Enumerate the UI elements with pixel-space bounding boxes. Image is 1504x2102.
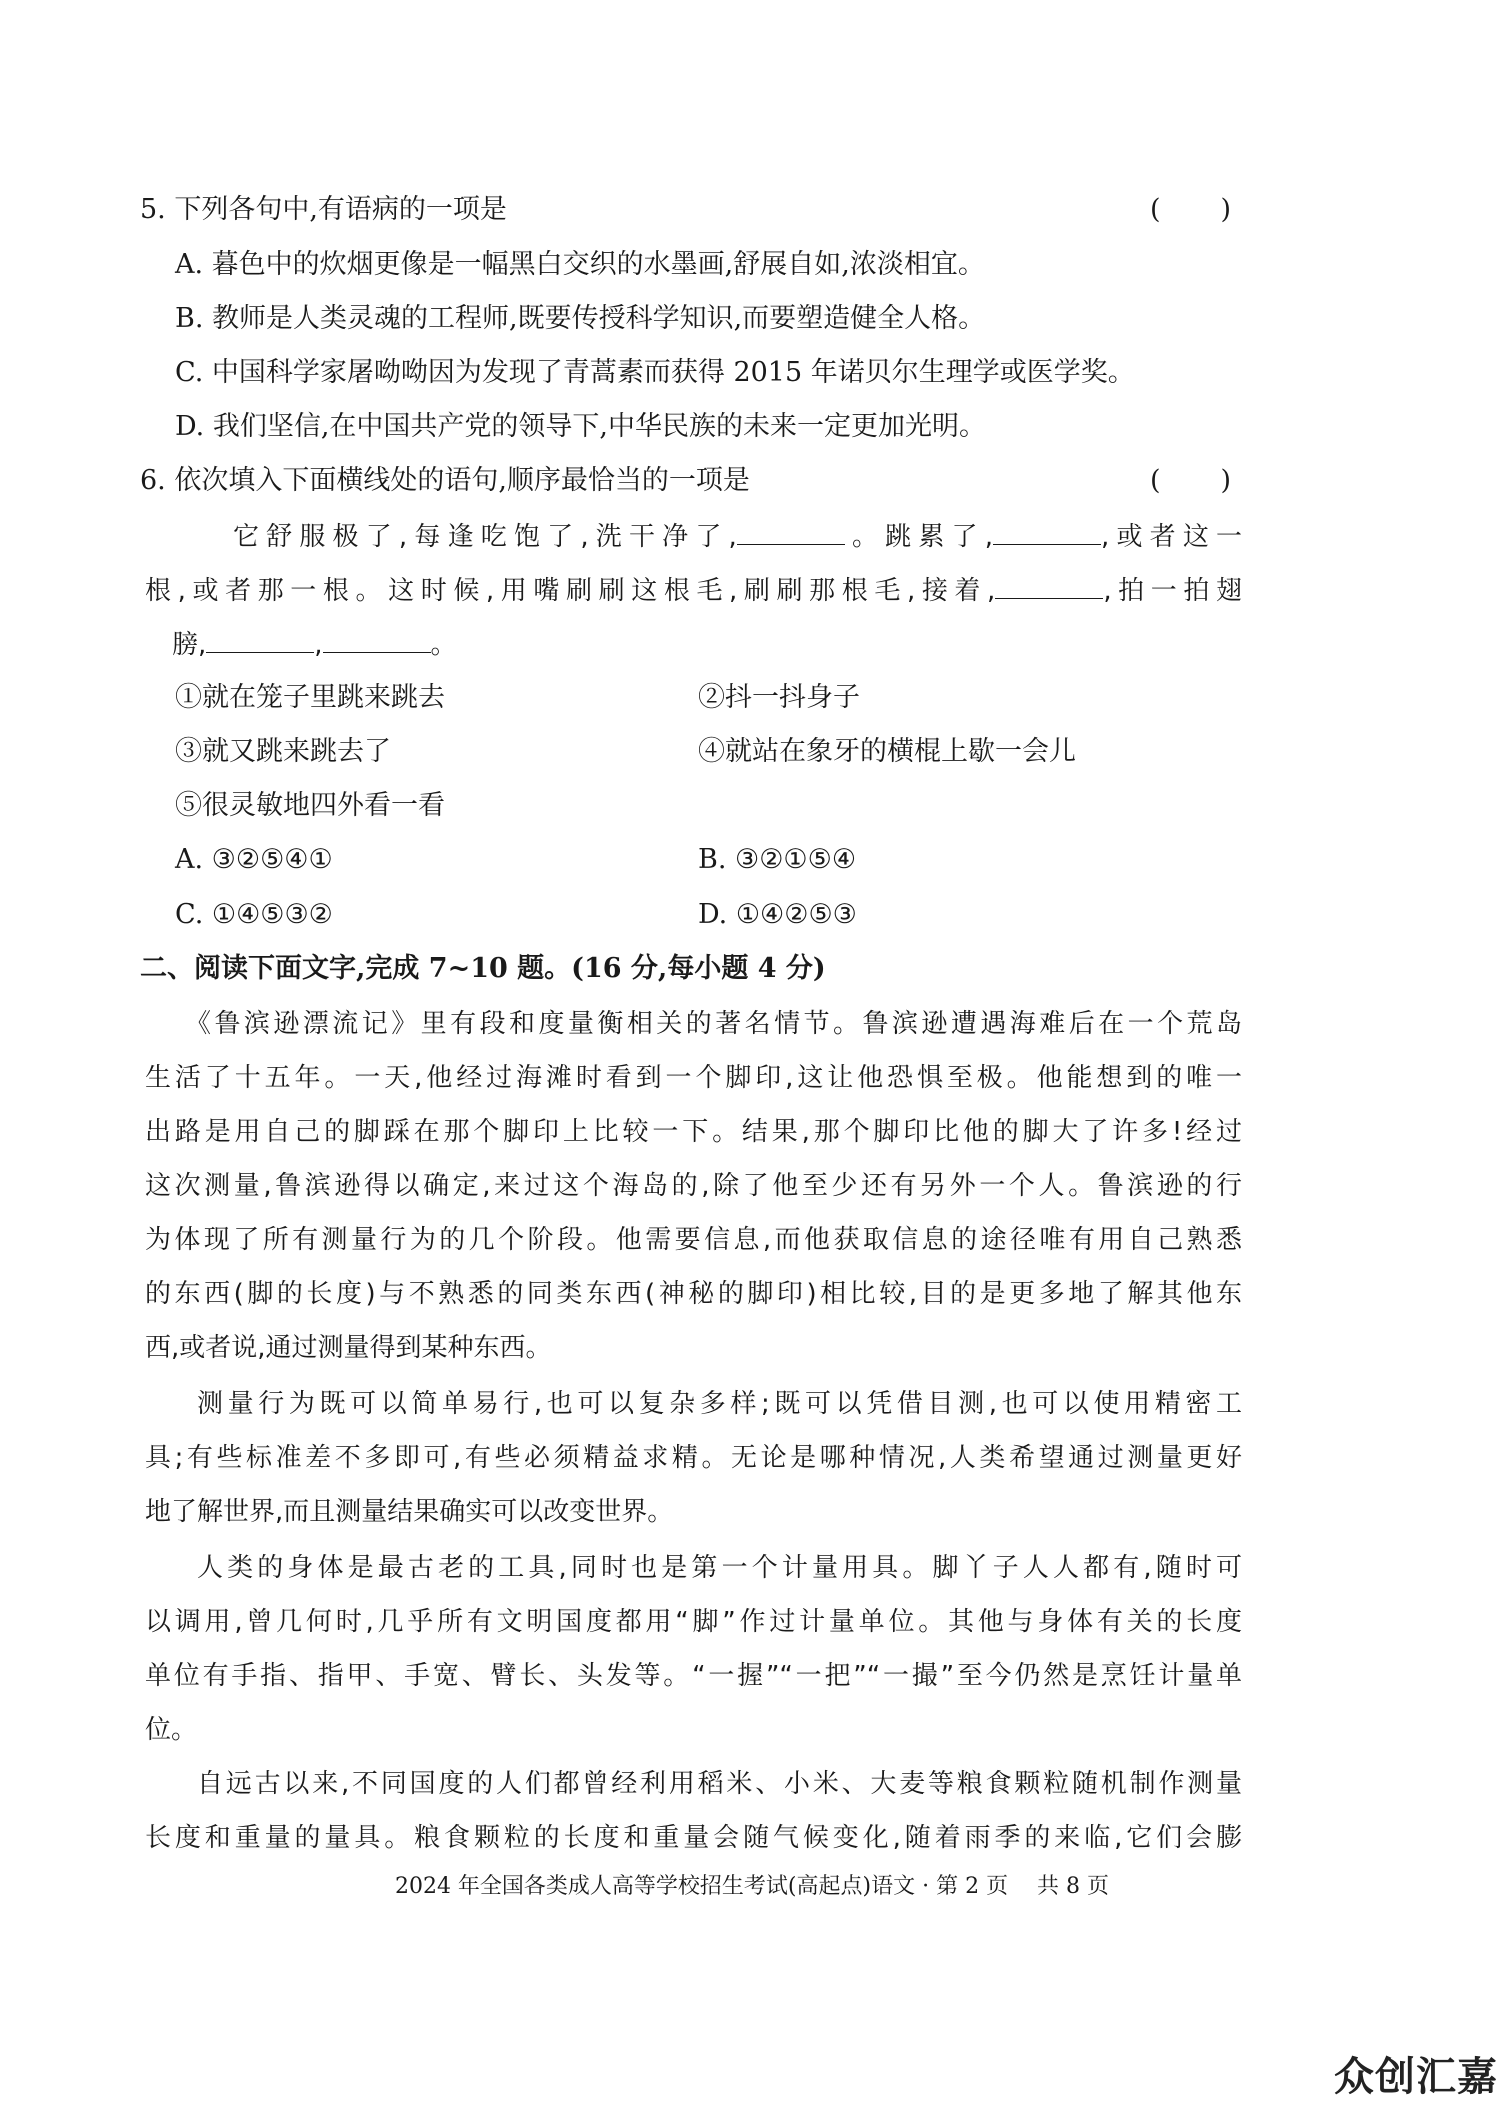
q6-choice-a: A. ③②⑤④①	[175, 844, 333, 875]
reading-line-16: 长度和重量的量具。粮食颗粒的长度和重量会随气候变化,随着雨季的来临,它们会膨	[145, 1823, 1242, 1853]
q6-stem: 6. 依次填入下面横线处的语句,顺序最恰当的一项是	[140, 465, 750, 496]
fill-blank-5[interactable]	[323, 630, 431, 653]
reading-line-7: 西,或者说,通过测量得到某种东西。	[145, 1333, 552, 1363]
passage-text: ,或者这一	[1101, 522, 1243, 552]
q5-option-b: B. 教师是人类灵魂的工程师,既要传授科学知识,而要塑造健全人格。	[175, 303, 986, 334]
reading-line-10: 地了解世界,而且测量结果确实可以改变世界。	[145, 1497, 674, 1527]
reading-line-6: 的东西(脚的长度)与不熟悉的同类东西(神秘的脚印)相比较,目的是更多地了解其他东	[145, 1279, 1242, 1309]
reading-line-9: 具;有些标准差不多即可,有些必须精益求精。无论是哪种情况,人类希望通过测量更好	[145, 1443, 1242, 1473]
passage-text: 。跳累了,	[844, 522, 993, 552]
q5-option-d: D. 我们坚信,在中国共产党的领导下,中华民族的未来一定更加光明。	[175, 411, 987, 442]
q5-option-a: A. 暮色中的炊烟更像是一幅黑白交织的水墨画,舒展自如,浓淡相宜。	[175, 249, 985, 280]
section-2-heading: 二、阅读下面文字,完成 7~10 题。(16 分,每小题 4 分)	[140, 953, 826, 984]
q5-answer-bracket: ( )	[1150, 194, 1234, 225]
passage-text: ,	[314, 630, 323, 660]
fill-blank-1[interactable]	[737, 522, 845, 545]
reading-line-11: 人类的身体是最古老的工具,同时也是第一个计量用具。脚丫子人人都有,随时可	[197, 1553, 1242, 1583]
reading-line-4: 这次测量,鲁滨逊得以确定,来过这个海岛的,除了他至少还有另外一个人。鲁滨逊的行	[145, 1171, 1242, 1201]
q5-stem: 5. 下列各句中,有语病的一项是	[140, 194, 507, 225]
q6-item-5: ⑤很灵敏地四外看一看	[175, 790, 445, 821]
q6-choice-b: B. ③②①⑤④	[698, 844, 857, 875]
q6-passage-line-2	[145, 573, 1242, 609]
q6-passage-line-1	[145, 519, 1242, 555]
fill-blank-2[interactable]	[993, 522, 1101, 545]
watermark-logo: 众创汇嘉	[1334, 2054, 1498, 2100]
q6-answer-bracket: ( )	[1150, 465, 1234, 496]
reading-line-8: 测量行为既可以简单易行,也可以复杂多样;既可以凭借目测,也可以使用精密工	[197, 1389, 1242, 1419]
reading-line-5: 为体现了所有测量行为的几个阶段。他需要信息,而他获取信息的途径唯有用自己熟悉	[145, 1225, 1242, 1255]
fill-blank-3[interactable]	[995, 576, 1103, 599]
reading-line-13: 单位有手指、指甲、手宽、臂长、头发等。“一握”“一把”“一撮”至今仍然是烹饪计量单	[145, 1661, 1242, 1691]
q6-passage-line-3	[172, 627, 457, 663]
q6-item-3: ③就又跳来跳去了	[175, 736, 391, 767]
passage-text: 膀,	[172, 630, 207, 660]
q6-choice-d: D. ①④②⑤③	[698, 899, 857, 930]
passage-text: 。	[430, 630, 457, 660]
reading-line-2: 生活了十五年。一天,他经过海滩时看到一个脚印,这让他恐惧至极。他能想到的唯一	[145, 1063, 1242, 1093]
reading-line-14: 位。	[145, 1715, 198, 1745]
q6-item-4: ④就站在象牙的横棍上歇一会儿	[698, 736, 1076, 767]
reading-line-1: 《鲁滨逊漂流记》里有段和度量衡相关的著名情节。鲁滨逊遭遇海难后在一个荒岛	[185, 1009, 1242, 1039]
reading-line-15: 自远古以来,不同国度的人们都曾经利用稻米、小米、大麦等粮食颗粒随机制作测量	[197, 1769, 1242, 1799]
q5-option-c: C. 中国科学家屠呦呦因为发现了青蒿素而获得 2015 年诺贝尔生理学或医学奖。	[175, 357, 1135, 388]
q6-item-2: ②抖一抖身子	[698, 682, 860, 713]
passage-text: 根,或者那一根。这时候,用嘴刷刷这根毛,刷刷那根毛,接着,	[145, 576, 996, 606]
q6-item-1: ①就在笼子里跳来跳去	[175, 682, 445, 713]
q6-choice-c: C. ①④⑤③②	[175, 899, 333, 930]
page-footer: 2024 年全国各类成人高等学校招生考试(高起点)语文 · 第 2 页 共 8 页	[394, 1874, 1110, 1899]
passage-text: ,拍一拍翅	[1103, 576, 1243, 606]
passage-text: 它舒服极了,每逢吃饱了,洗干净了,	[233, 522, 737, 552]
reading-line-3: 出路是用自己的脚踩在那个脚印上比较一下。结果,那个脚印比他的脚大了许多!经过	[145, 1117, 1242, 1147]
reading-line-12: 以调用,曾几何时,几乎所有文明国度都用“脚”作过计量单位。其他与身体有关的长度	[145, 1607, 1242, 1637]
fill-blank-4[interactable]	[206, 630, 314, 653]
